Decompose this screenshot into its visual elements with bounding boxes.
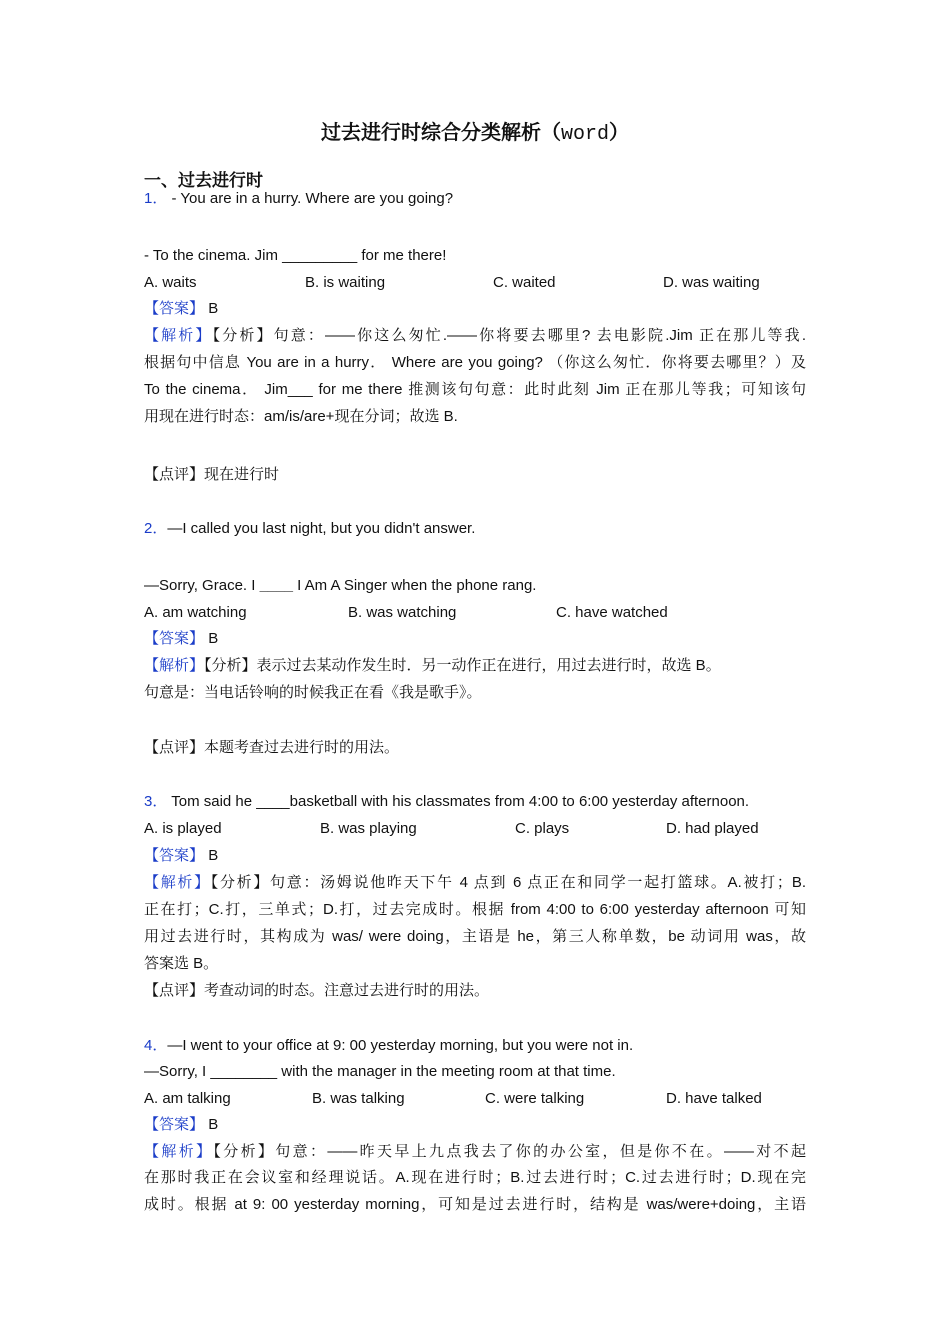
q1-stem	[144, 189, 453, 209]
answer-label: 【答案】	[144, 630, 205, 647]
q1-option-c: C. waited	[493, 274, 556, 291]
q2-option-b: B. was watching	[348, 604, 457, 621]
q1-option-a: A. waits	[144, 274, 197, 291]
analysis-text: 【分析】句意：——你这么匆忙.——你将要去哪里? 去电影院.Jim 正在那儿等我.	[212, 327, 806, 344]
question-number: 4．	[144, 1037, 168, 1054]
answer-label: 【答案】	[144, 300, 205, 317]
q3-analysis-2: 正在打；C.打，三单式；D.打，过去完成时。根据 from 4:00 to 6:00 yesterday afternoon 可知	[144, 901, 806, 918]
q4-answer	[144, 1115, 218, 1135]
q2-analysis-1	[144, 656, 721, 676]
page-title	[0, 116, 950, 146]
q2-option-a: A. am watching	[144, 604, 247, 621]
analysis-label: 【解析】	[144, 657, 205, 674]
title-end: ）	[609, 120, 629, 144]
title-text: 过去进行时综合分类解析（	[320, 120, 561, 144]
analysis-label: 【解析】	[144, 874, 211, 891]
q4-analysis-1	[144, 1142, 806, 1162]
q1-analysis-3: To the cinema． Jim___ for me there 推测该句句意：此时此刻 Jim 正在那儿等我；可知该句	[144, 381, 806, 398]
question-text: Tom said he ____basketball with his classmates from 4:00 to 6:00 yesterday afternoon.	[167, 793, 750, 810]
q3-option-a: A. is played	[144, 820, 222, 837]
analysis-text: 【分析】表示过去某动作发生时．另一动作正在进行，用过去进行时，故选 B。	[204, 657, 721, 674]
analysis-text: 【分析】句意：汤姆说他昨天下午 4 点到 6 点正在和同学一起打篮球。A.被打；B.	[210, 874, 806, 891]
blank: ____	[259, 577, 293, 594]
q3-analysis-3: 用过去进行时，其构成为 was/ were doing，主语是 he，第三人称单数，be 动词用 was，故	[144, 928, 806, 945]
question-text: —I called you last night, but you didn't answer.	[167, 520, 476, 537]
q4-stem	[144, 1036, 633, 1056]
q4-option-a: A. am talking	[144, 1090, 231, 1107]
q2-stem	[144, 519, 475, 539]
answer-label: 【答案】	[144, 1116, 205, 1133]
q4-analysis-3: 成时。根据 at 9: 00 yesterday morning，可知是过去进行时，结构是 was/were+doing，主语	[144, 1196, 806, 1213]
q3-option-d: D. had played	[666, 820, 759, 837]
question-number: 1．	[144, 190, 168, 207]
q3-option-c: C. plays	[515, 820, 570, 837]
question-number: 3．	[144, 793, 168, 810]
q1-analysis-2: 根据句中信息 You are in a hurry． Where are you going? （你这么匆忙．你将要去哪里？）及	[144, 354, 806, 371]
question-text: - You are in a hurry. Where are you going?	[167, 190, 454, 207]
q4-option-d: D. have talked	[666, 1090, 762, 1107]
q1-stem-2: - To the cinema. Jim _________ for me there!	[144, 247, 447, 264]
q1-analysis-1	[144, 326, 806, 346]
q2-answer	[144, 629, 218, 649]
q3-answer	[144, 846, 218, 866]
q2-stem-2	[144, 576, 536, 596]
answer-value: B	[208, 300, 219, 317]
answer-value: B	[208, 847, 219, 864]
q4-stem-2: —Sorry, I ________ with the manager in the meeting room at that time.	[144, 1063, 616, 1080]
q2-option-c: C. have watched	[556, 604, 668, 621]
analysis-label: 【解析】	[144, 1143, 214, 1160]
q2-analysis-2: 句意是：当电话铃响的时候我正在看《我是歌手》。	[144, 684, 482, 701]
q3-comment: 【点评】考查动词的时态。注意过去进行时的用法。	[144, 982, 490, 999]
title-word: word	[560, 123, 609, 146]
analysis-label: 【解析】	[144, 327, 213, 344]
q3-analysis-1	[144, 873, 806, 893]
question-text: —I went to your office at 9: 00 yesterday morning, but you were not in.	[167, 1037, 634, 1054]
stem-part: I Am A Singer when the phone rang.	[292, 577, 537, 594]
q4-analysis-2: 在那时我正在会议室和经理说话。A.现在进行时；B.过去进行时；C.过去进行时；D.现在完	[144, 1169, 806, 1186]
q1-option-d: D. was waiting	[663, 274, 760, 291]
q2-comment: 【点评】本题考查过去进行时的用法。	[144, 739, 400, 756]
analysis-text: 【分析】句意：——昨天早上九点我去了你的办公室，但是你不在。——对不起	[213, 1143, 806, 1160]
stem-part: —Sorry, Grace. I	[144, 577, 260, 594]
q3-stem	[144, 792, 749, 812]
q3-option-b: B. was playing	[320, 820, 417, 837]
q1-option-b: B. is waiting	[305, 274, 386, 291]
answer-value: B	[208, 1116, 219, 1133]
q3-analysis-4: 答案选 B。	[144, 955, 219, 972]
answer-label: 【答案】	[144, 847, 205, 864]
q1-answer	[144, 299, 218, 319]
q1-analysis-4: 用现在进行时态：am/is/are+现在分词；故选 B.	[144, 408, 458, 425]
section-heading: 一、过去进行时	[144, 171, 263, 191]
q4-option-c: C. were talking	[485, 1090, 585, 1107]
q1-comment: 【点评】现在进行时	[144, 466, 280, 483]
answer-value: B	[208, 630, 219, 647]
q4-option-b: B. was talking	[312, 1090, 405, 1107]
question-number: 2．	[144, 520, 168, 537]
